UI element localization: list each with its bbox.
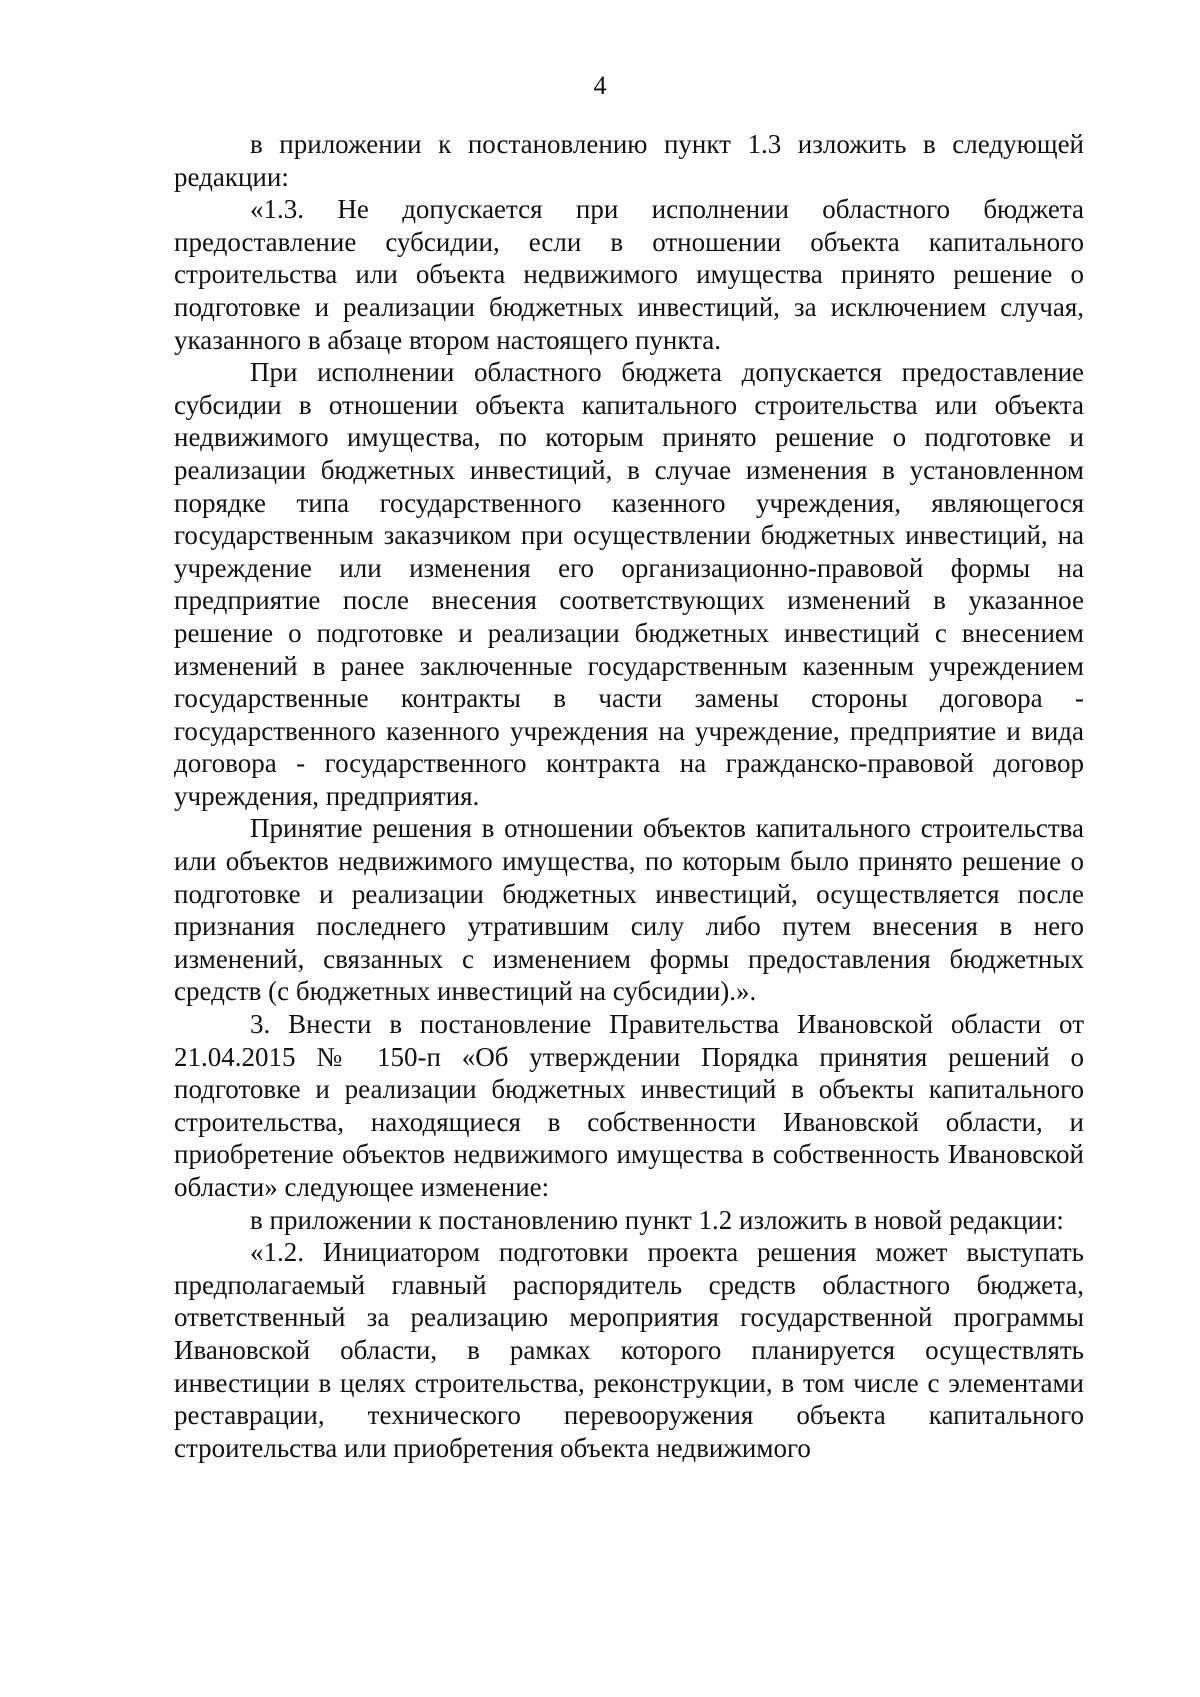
paragraph-clause-1-3-second: При исполнении областного бюджета допускается предоставление субсидии в отношении объекта капитального строительства или объекта недвижимого имущества, по которым принято решение о подготовке и реализации бюджетных инвестиций, в случае изменения в установленном порядке типа государственного казенного учреждения, являющегося государственным заказчиком при осуществлении бюджетных инвестиций, на учреждение или изменения его организационно-правовой формы на предприятие после внесения соответствующих изменений в указанное решение о подготовке и реализации бюджетных инвестиций с внесением изменений в ранее заключенные государственным казенным учреждением государственные контракты в части замены стороны договора - государственного казенного учреждения на учреждение, предприятие и вида договора - государственного контракта на гражданско-правовой договор учреждения, предприятия. <box>174 357 1084 811</box>
paragraph-amendment-1-2-intro: в приложении к постановлению пункт 1.2 изложить в новой редакции: <box>250 1204 1064 1235</box>
paragraph-item-3: 3. Внести в постановление Правительства Ивановской области от 21.04.2015 № 150-п «Об утверждении Порядка принятия решений о подготовке и реализации бюджетных инвестиций в объекты капитального строительства, находящиеся в собственности Ивановской области, и приобретение объектов недвижимого имущества в собственность Ивановской области» следующее изменение: <box>174 1009 1084 1202</box>
document-body <box>174 128 1084 1464</box>
paragraph-amendment-1-3-intro: в приложении к постановлению пункт 1.3 изложить в следующей редакции: <box>174 129 1084 192</box>
page-number: 4 <box>593 71 607 100</box>
paragraph-clause-1-3-third: Принятие решения в отношении объектов капитального строительства или объектов недвижимого имущества, по которым было принято решение о подготовке и реализации бюджетных инвестиций, осуществляется после признания последнего утратившим силу либо путем внесения в него изменений, связанных с изменением формы предоставления бюджетных средств (с бюджетных инвестиций на субсидии).». <box>174 813 1084 1007</box>
paragraph-clause-1-3: «1.3. Не допускается при исполнении областного бюджета предоставление субсидии, если в отношении объекта капитального строительства или объекта недвижимого имущества принято решение о подготовке и реализации бюджетных инвестиций, за исключением случая, указанного в абзаце втором настоящего пункта. <box>174 194 1084 355</box>
paragraph-clause-1-2: «1.2. Инициатором подготовки проекта решения может выступать предполагаемый главный распорядитель средств областного бюджета, ответственный за реализацию мероприятия государственной программы Ивановской области, в рамках которого планируется осуществлять инвестиции в целях строительства, реконструкции, в том числе с элементами реставрации, технического перевооружения объекта капитального строительства или приобретения объекта недвижимого <box>174 1237 1084 1463</box>
